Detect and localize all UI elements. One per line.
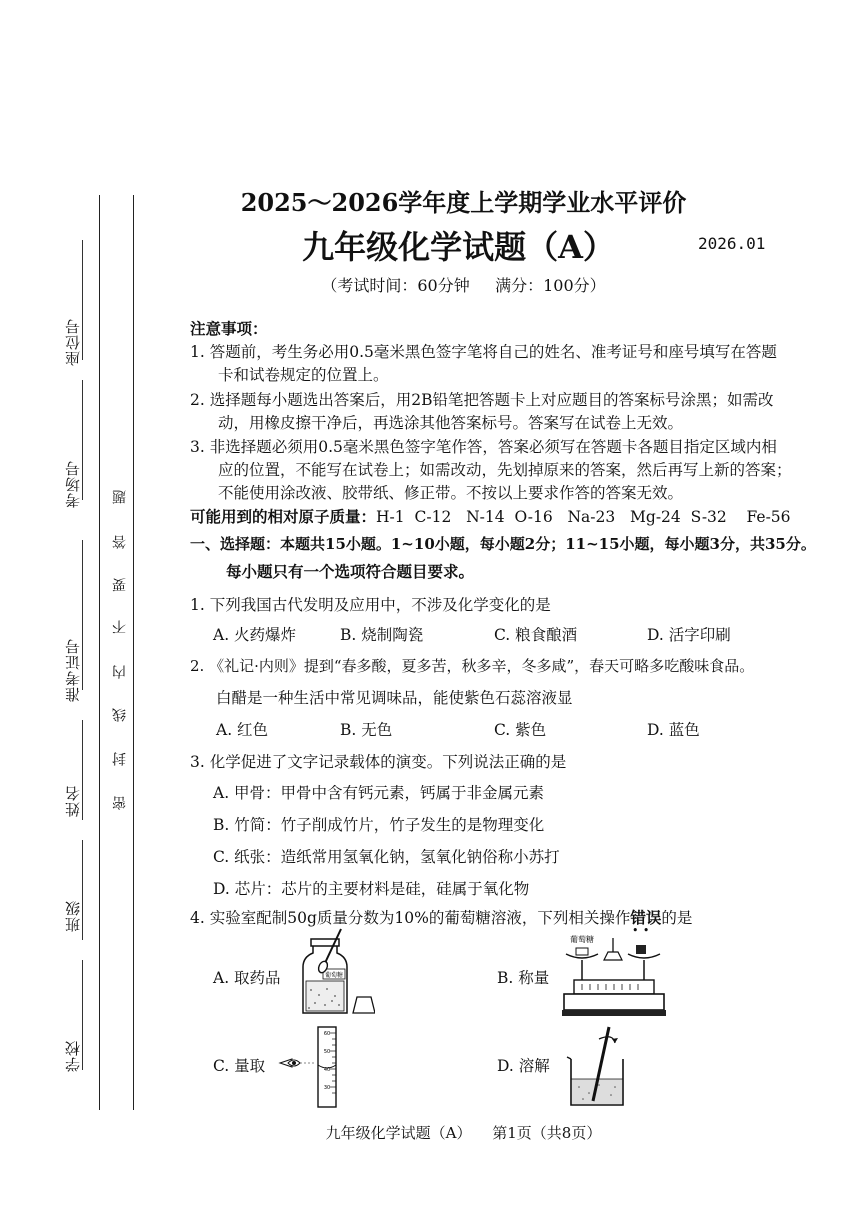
balance-figure [560,930,668,1020]
q2-stem-line1: 2. 《礼记·内则》提到“春多酸，夏多苦，秋多辛，冬多咸”，春天可略多吃酸味食品。 [190,657,755,675]
note-line: 3. 非选择题必须用0.5毫米黑色签字笔作答，答案必须写在答题卡各题目指定区域内相 [190,438,777,456]
q3-option-b: B. 竹简：竹子削成竹片，竹子发生的是物理变化 [213,816,545,834]
q4-stem-post: 的是 [661,909,693,927]
margin-line-right [133,195,134,1110]
q4-option-a: A. 取药品 [213,969,281,987]
name-label: 姓名 [64,785,82,817]
q4-option-b: B. 称量 [497,969,550,987]
atomic-masses [190,505,791,527]
q2-option-c: C. 紫色 [494,721,547,739]
school-blank [82,960,83,1070]
q3-stem: 3. 化学促进了文字记录载体的演变。下列说法正确的是 [190,753,567,771]
reagent-bottle-figure [295,925,375,1017]
note-line: 应的位置，不能写在试卷上；如需改动，先划掉原来的答案，然后再写上新的答案； [218,461,792,479]
q4-option-c: C. 量取 [213,1057,266,1075]
q3-option-a: A. 甲骨：甲骨中含有钙元素，钙属于非金属元素 [213,784,545,802]
seal-char: 内 [112,665,128,679]
notes-heading: 注意事项： [190,319,268,338]
exam-id-blank [82,540,83,690]
school-label: 学校 [64,1040,82,1072]
class-label: 班级 [64,900,82,932]
cylinder-tick-label: 30 [323,1085,331,1091]
seal-char: 要 [112,578,128,592]
exam-title-line1: 2025～2026学年度上学期学业水平评价 [240,188,687,217]
section1-subheading: 每小题只有一个选项符合题目要求。 [226,562,475,581]
q3-option-d: D. 芯片：芯片的主要材料是硅，硅属于氧化物 [213,880,530,898]
name-blank [82,720,83,820]
seal-char: 答 [112,535,128,549]
seal-char: 题 [112,490,128,504]
cylinder-tick-label: 40 [323,1067,331,1073]
q3-option-c: C. 纸张：造纸常用氢氧化钠，氢氧化钠俗称小苏打 [213,848,560,866]
q1-option-b: B. 烧制陶瓷 [340,626,424,644]
q1-option-c: C. 粮食酿酒 [494,626,578,644]
seal-char: 密 [112,796,128,810]
q4-stem-pre: 4. 实验室配制50g质量分数为10%的葡萄糖溶液，下列相关操作 [190,909,631,927]
cylinder-tick-label: 60 [323,1031,331,1037]
bottle-label: 葡萄糖 [324,972,344,979]
exam-title-line2: 九年级化学试题（A） [302,228,615,266]
footer-title: 九年级化学试题（A） [325,1124,472,1142]
note-line: 1. 答题前，考生务必用0.5毫米黑色签字笔将自己的姓名、准考证号和座号填写在答题 [190,343,777,361]
q1-option-a: A. 火药爆炸 [213,626,297,644]
q4-option-d: D. 溶解 [497,1057,550,1075]
exam-room-blank [82,380,83,500]
note-line: 不能使用涂改液、胶带纸、修正带。不按以上要求作答的答案无效。 [218,484,684,502]
q4-stem-emphasis: 错误 • • [630,908,661,927]
exam-info: （考试时间：60分钟 满分：100分） [321,276,606,295]
seat-number-label: 座位号 [64,318,82,366]
page-footer [0,1122,867,1143]
footer-page-number: 第1页（共8页） [492,1124,602,1142]
seal-char: 不 [112,620,128,634]
exam-id-label: 准考证号 [64,638,82,702]
exam-date: 2026.01 [698,234,766,253]
note-line: 动，用橡皮擦干净后，再选涂其他答案标号。答案写在试卷上无效。 [218,414,684,432]
balance-label: 葡萄糖 [570,935,594,944]
beaker-stirring-figure [563,1025,635,1107]
q2-option-b: B. 无色 [340,721,393,739]
q4-stem [190,906,692,928]
cylinder-tick-label: 50 [323,1049,331,1055]
seal-char: 线 [112,708,128,722]
graduated-cylinder-figure [278,1025,348,1109]
margin-line-left [99,195,100,1110]
q1-option-d: D. 活字印刷 [647,626,731,644]
atomic-masses-label: 可能用到的相对原子质量： [190,507,377,526]
q1-stem: 1. 下列我国古代发明及应用中，不涉及化学变化的是 [190,596,551,614]
note-line: 卡和试卷规定的位置上。 [218,366,389,384]
note-line: 2. 选择题每小题选出答案后，用2B铅笔把答题卡上对应题目的答案标号涂黑；如需改 [190,391,774,409]
seal-char: 封 [112,752,128,766]
exam-room-label: 考场号 [64,460,82,508]
q2-option-d: D. 蓝色 [647,721,700,739]
atomic-masses-values: H-1 C-12 N-14 O-16 Na-23 Mg-24 S-32 Fe-56 [376,508,791,526]
class-blank [82,840,83,940]
section1-heading: 一、选择题：本题共15小题。1~10小题，每小题2分；11~15小题，每小题3分，共35分。 [190,535,816,553]
q2-option-a: A. 红色 [216,721,269,739]
q2-stem-line2: 白醋是一种生活中常见调味品，能使紫色石蕊溶液显 [216,689,573,707]
